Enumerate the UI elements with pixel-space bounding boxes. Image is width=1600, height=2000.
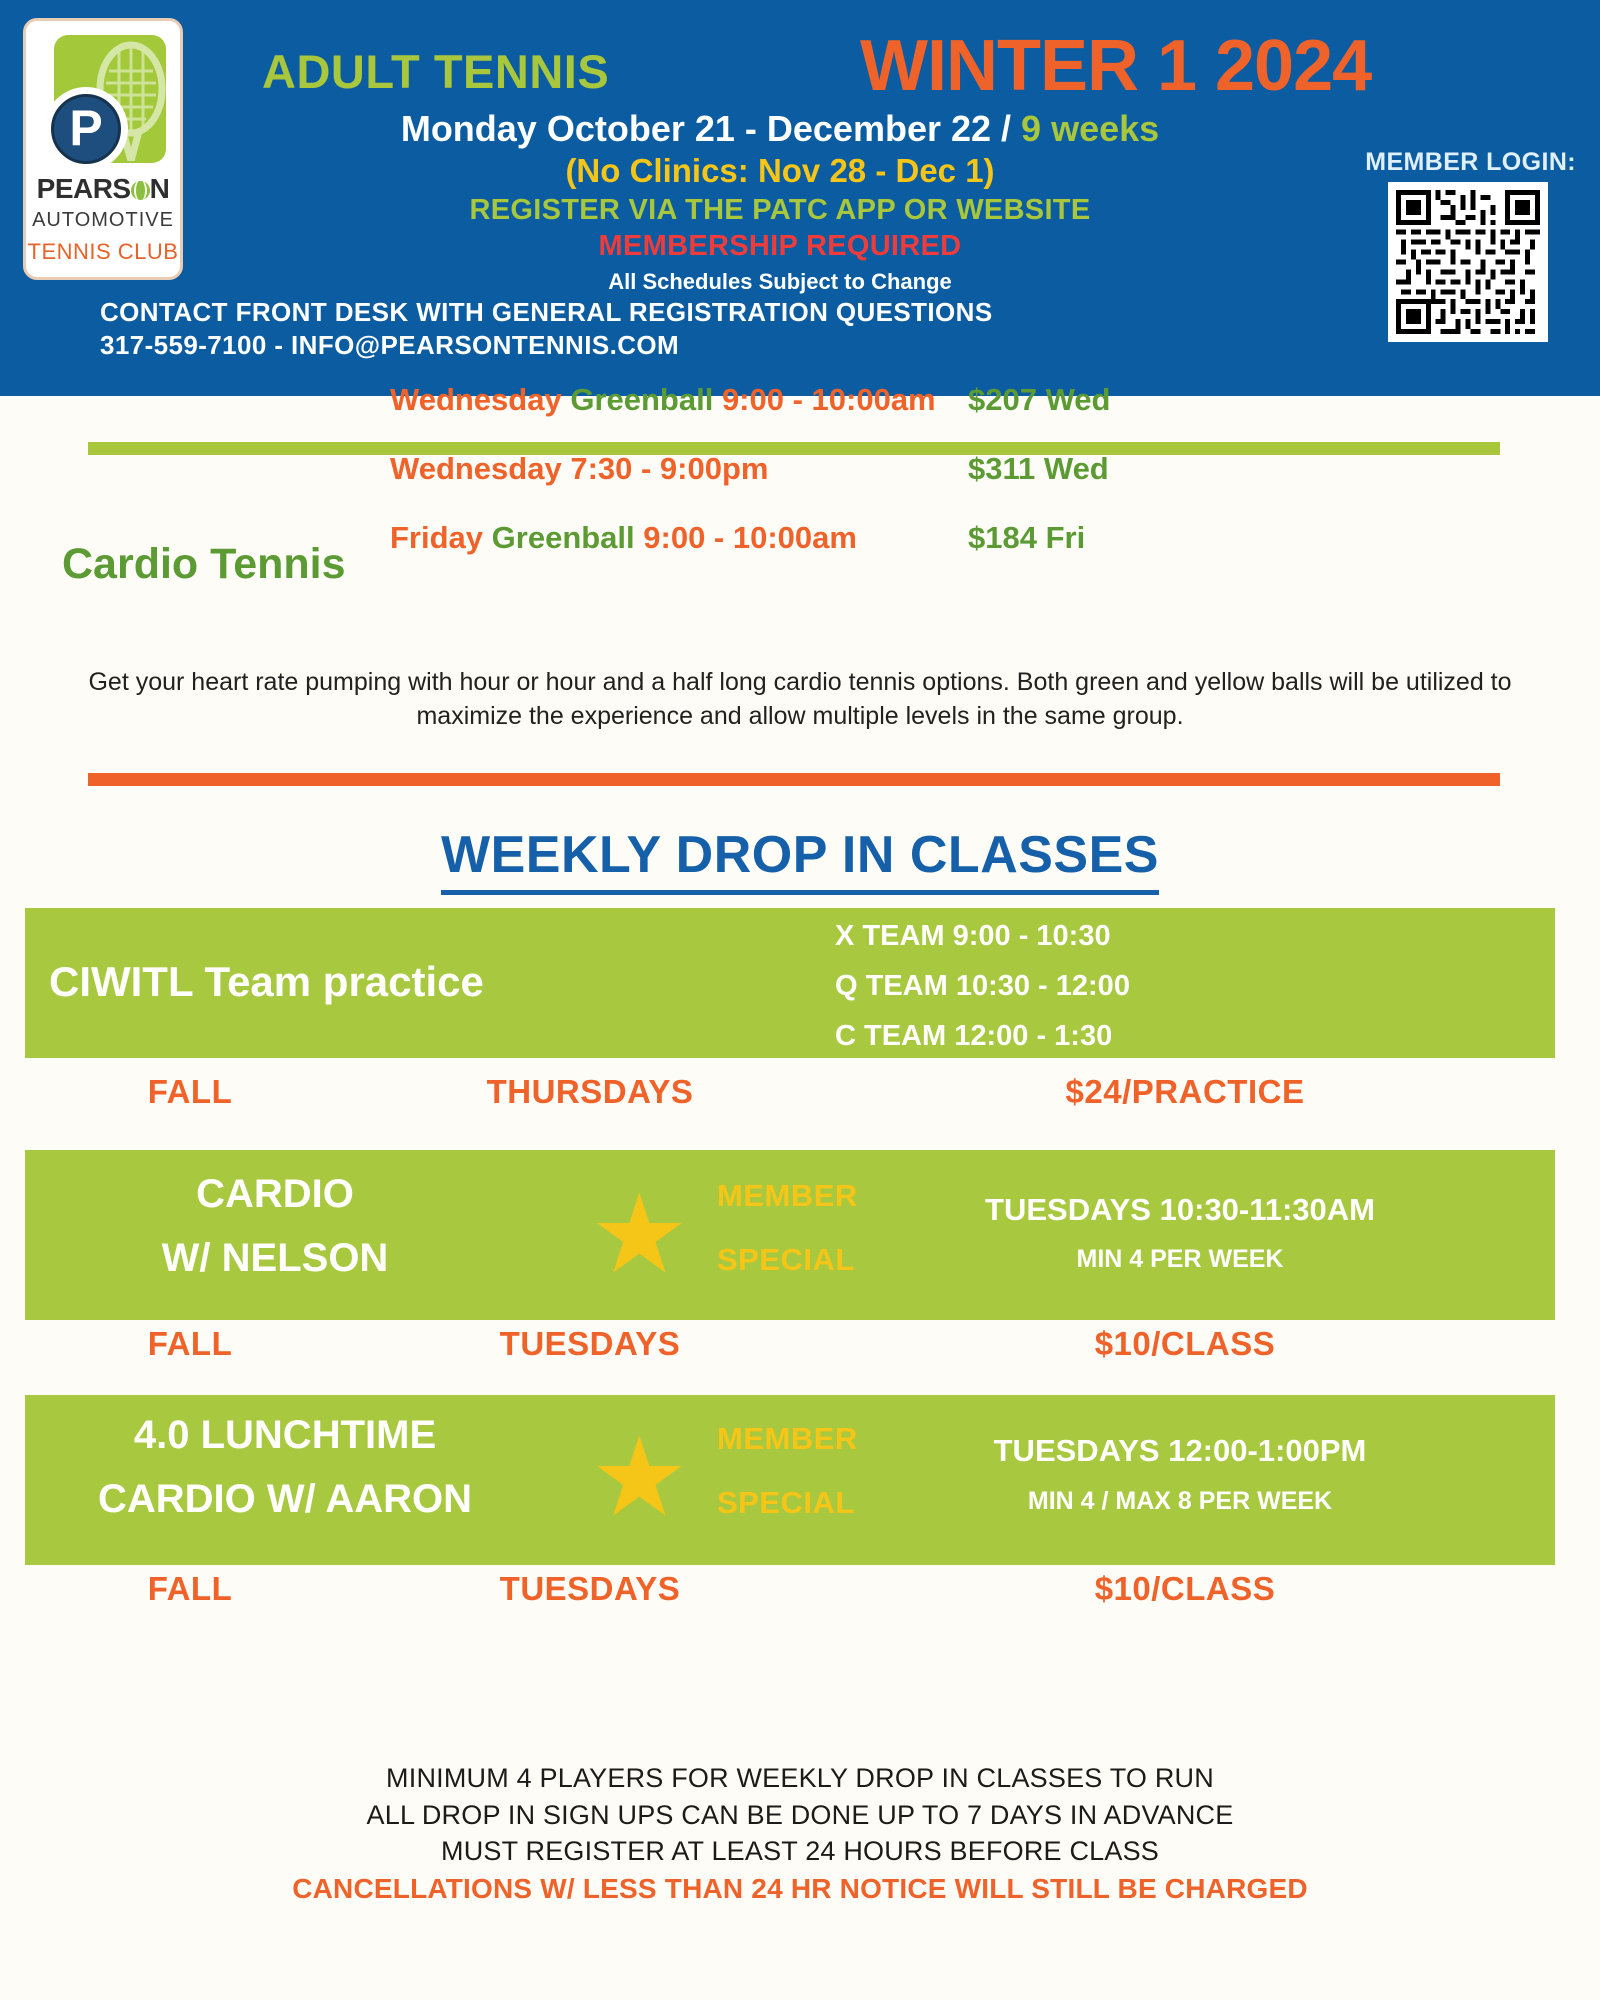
cardio-row	[390, 520, 1570, 568]
member-special-label-line1: MEMBER	[717, 1178, 858, 1213]
header-banner	[0, 0, 1600, 396]
qr-code-icon	[1396, 190, 1540, 334]
logo-brand-name	[26, 173, 180, 205]
class-time-slot: C TEAM 12:00 - 1:30	[835, 1020, 1113, 1052]
logo-subtitle-automotive: AUTOMOTIVE	[32, 209, 174, 231]
cardio-time: 9:00 - 10:00am	[713, 382, 936, 417]
logo-brand-part2: N	[149, 173, 170, 204]
policy-line-signup-window: ALL DROP IN SIGN UPS CAN BE DONE UP TO 7 DAYS IN ADVANCE	[366, 1799, 1234, 1830]
member-special-label-line2: SPECIAL	[717, 1485, 855, 1520]
policy-footer	[0, 1760, 1600, 1908]
class-footer-ciwitl	[25, 1073, 1555, 1131]
cardio-ball-type: Greenball	[491, 520, 635, 555]
class-block-ciwitl	[25, 908, 1555, 1058]
logo-monogram-letter: P	[69, 100, 103, 156]
class-name: CARDIO	[196, 1172, 354, 1216]
cardio-tennis-description: Get your heart rate pumping with hour or hour and a half long cardio tennis options. Both green and yellow balls will be utilized to maximize the experience and allow multiple levels in the same group.	[88, 668, 1512, 730]
program-dates	[200, 108, 1360, 150]
logo-brand-part1: PEARS	[36, 173, 131, 204]
program-dates-weeks: 9 weeks	[1021, 108, 1160, 149]
cardio-schedule	[390, 451, 768, 487]
class-time-slot: X TEAM 9:00 - 10:30	[835, 920, 1111, 952]
class-season: FALL	[147, 1325, 233, 1362]
class-capacity-note: MIN 4 PER WEEK	[1076, 1245, 1284, 1273]
cardio-day: Wednesday 7:30 - 9:00pm	[390, 451, 769, 486]
class-name-line2: CARDIO W/ AARON	[97, 1477, 473, 1521]
register-instruction: REGISTER VIA THE PATC APP OR WEBSITE	[469, 194, 1091, 226]
cardio-day: Friday	[390, 520, 492, 555]
contact-phone-email: 317-559-7100 - INFO@PEARSONTENNIS.COM	[100, 330, 680, 360]
class-price: $24/PRACTICE	[1065, 1073, 1305, 1110]
membership-required-note: MEMBERSHIP REQUIRED	[598, 230, 962, 262]
class-name: 4.0 LUNCHTIME	[133, 1413, 437, 1457]
member-special-label-line1: MEMBER	[717, 1421, 858, 1456]
class-price: $10/CLASS	[1094, 1325, 1276, 1362]
class-day: TUESDAYS	[499, 1325, 681, 1362]
no-clinics-note: (No Clinics: Nov 28 - Dec 1)	[565, 152, 995, 189]
cardio-row	[390, 451, 1570, 499]
cardio-ball-type: Greenball	[570, 382, 714, 417]
logo-mark	[40, 31, 170, 173]
cardio-price: $184 Fri	[968, 520, 1086, 555]
class-name: CIWITL Team practice	[49, 958, 484, 1005]
club-logo	[23, 18, 183, 280]
cardio-tennis-section-title: Cardio Tennis	[62, 540, 346, 588]
policy-line-minimum: MINIMUM 4 PLAYERS FOR WEEKLY DROP IN CLASSES TO RUN	[386, 1763, 1214, 1793]
class-capacity-note: MIN 4 / MAX 8 PER WEEK	[1027, 1487, 1333, 1515]
season-title: WINTER 1 2024	[860, 26, 1372, 106]
logo-monogram	[51, 94, 121, 164]
class-season: FALL	[147, 1570, 233, 1607]
class-footer-lunchtime-aaron	[25, 1570, 1555, 1628]
cardio-price: $207 Wed	[968, 382, 1111, 417]
logo-subtitle-club: TENNIS CLUB	[27, 239, 179, 264]
cardio-schedule	[390, 520, 857, 556]
divider-orange	[88, 773, 1500, 786]
class-day: TUESDAYS	[499, 1570, 681, 1607]
class-footer-cardio-nelson	[25, 1325, 1555, 1383]
weekly-drop-in-title	[0, 825, 1600, 885]
member-special-star-icon: ★	[590, 1173, 689, 1296]
member-login-label: MEMBER LOGIN:	[1365, 148, 1576, 176]
cardio-schedule	[390, 382, 936, 418]
program-title: ADULT TENNIS	[262, 45, 610, 98]
policy-line-register-deadline: MUST REGISTER AT LEAST 24 HOURS BEFORE CLASS	[441, 1836, 1159, 1867]
program-dates-range: Monday October 21 - December 22 /	[400, 108, 1022, 149]
class-price: $10/CLASS	[1094, 1570, 1276, 1607]
cardio-day: Wednesday	[390, 382, 571, 417]
weekly-drop-in-title-text: WEEKLY DROP IN CLASSES	[441, 826, 1159, 895]
class-block-cardio-nelson	[25, 1150, 1555, 1320]
tennis-ball-icon	[131, 181, 150, 200]
class-time-slot: TUESDAYS 10:30-11:30AM	[985, 1192, 1375, 1227]
class-time-slot: Q TEAM 10:30 - 12:00	[835, 970, 1130, 1002]
member-special-label-line2: SPECIAL	[717, 1242, 855, 1277]
policy-line-cancellation: CANCELLATIONS W/ LESS THAN 24 HR NOTICE WILL STILL BE CHARGED	[292, 1873, 1308, 1905]
class-block-lunchtime-aaron	[25, 1395, 1555, 1565]
schedule-disclaimer: All Schedules Subject to Change	[608, 269, 952, 294]
cardio-tennis-rows	[390, 382, 1570, 589]
class-season: FALL	[147, 1073, 233, 1110]
cardio-row	[390, 382, 1570, 430]
cardio-time: 9:00 - 10:00am	[634, 520, 857, 555]
member-login-qr-code[interactable]	[1388, 182, 1548, 342]
member-special-star-icon: ★	[590, 1416, 689, 1539]
class-day: THURSDAYS	[486, 1073, 694, 1110]
class-name-line2: W/ NELSON	[161, 1236, 389, 1280]
class-time-slot: TUESDAYS 12:00-1:00PM	[993, 1433, 1367, 1468]
cardio-price: $311 Wed	[968, 451, 1109, 486]
contact-instruction: CONTACT FRONT DESK WITH GENERAL REGISTRATION QUESTIONS	[100, 297, 993, 327]
